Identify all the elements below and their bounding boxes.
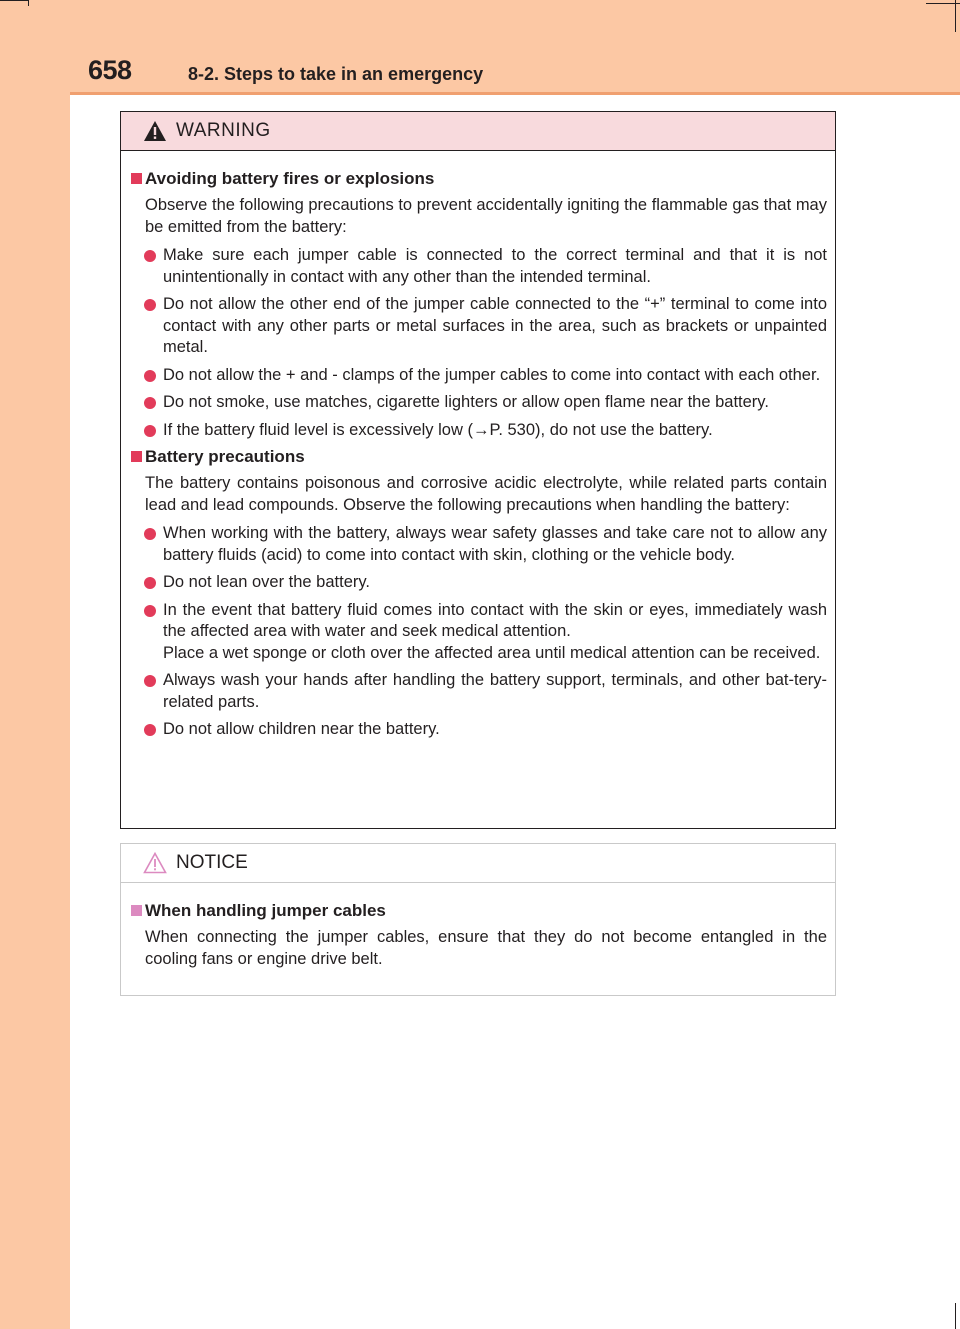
- circle-bullet-icon: [144, 370, 156, 382]
- crop-mark: [955, 1303, 956, 1329]
- list-item: [129, 365, 827, 387]
- circle-bullet-icon: [144, 528, 156, 540]
- warning-body: [121, 151, 835, 741]
- crop-mark: [28, 0, 29, 6]
- notice-text: When connecting the jumper cables, ensure that they do not become entangled in the cooling fans or engine drive belt.: [145, 928, 827, 968]
- list-item: [129, 420, 827, 442]
- warning-box: [120, 111, 836, 829]
- list-item-text: In the event that battery fluid comes into contact with the skin or eyes, immediately wash the affected area with water and seek medical attention.: [163, 600, 827, 640]
- notice-heading-text: When handling jumper cables: [145, 901, 386, 920]
- square-bullet-icon: [131, 173, 142, 184]
- circle-bullet-icon: [144, 299, 156, 311]
- section-title: 8-2. Steps to take in an emergency: [188, 64, 484, 84]
- list-item-text-continued: Place a wet sponge or cloth over the affected area until medical attention can be received.: [163, 643, 821, 662]
- side-strip: [0, 0, 70, 1329]
- caution-triangle-icon: [143, 852, 167, 874]
- list-item-text: Always wash your hands after handling the battery support, terminals, and other bat-tery-related parts.: [163, 671, 827, 711]
- list-item: [129, 392, 827, 414]
- list-item-text: Make sure each jumper cable is connected to the correct terminal and that it is not unintentionally in contact with any other than the intended terminal.: [163, 246, 827, 286]
- circle-bullet-icon: [144, 250, 156, 262]
- list-item-text: When working with the battery, always wear safety glasses and take care not to allow any battery fluids (acid) to come into contact with skin, clothing or the vehicle body.: [163, 524, 827, 564]
- circle-bullet-icon: [144, 425, 156, 437]
- circle-bullet-icon: [144, 724, 156, 736]
- warning-label: WARNING: [176, 120, 271, 141]
- section-heading-text: Avoiding battery fires or explosions: [145, 169, 435, 188]
- notice-box: [120, 843, 836, 996]
- list-item-text: Do not allow the + and - clamps of the jumper cables to come into contact with each other.: [163, 365, 821, 384]
- section-heading: [129, 447, 827, 467]
- warning-header: [121, 112, 835, 151]
- section-heading: [129, 169, 827, 189]
- crop-mark: [955, 0, 956, 32]
- list-item: [129, 600, 827, 665]
- notice-heading: [129, 901, 827, 921]
- notice-header: [121, 844, 835, 883]
- page-number: 658: [88, 55, 132, 85]
- list-item-text: If the battery fluid level is excessively low (→P. 530), do not use the battery.: [163, 420, 713, 439]
- list-item-text: Do not smoke, use matches, cigarette lighters or allow open flame near the battery.: [163, 393, 769, 411]
- list-item: [129, 294, 827, 359]
- circle-bullet-icon: [144, 577, 156, 589]
- list-item-text: Do not lean over the battery.: [163, 573, 370, 591]
- section-intro: The battery contains poisonous and corrosive acidic electrolyte, while related parts contain lead and lead compounds. Observe the following precautions when handling the battery:: [145, 474, 827, 514]
- section-heading-text: Battery precautions: [145, 447, 305, 466]
- notice-label: NOTICE: [176, 852, 248, 873]
- list-item-text: Do not allow children near the battery.: [163, 720, 440, 738]
- circle-bullet-icon: [144, 675, 156, 687]
- list-item-text: Do not allow the other end of the jumper cable connected to the “+” terminal to come into contact with any other parts or metal surfaces in the area, such as brackets or unpainted metal.: [163, 295, 827, 356]
- list-item: [129, 245, 827, 288]
- square-bullet-icon: [131, 451, 142, 462]
- list-item: [129, 572, 827, 594]
- warning-triangle-icon: [143, 120, 167, 142]
- notice-body: [121, 883, 835, 970]
- section-intro: Observe the following precautions to prevent accidentally igniting the flammable gas that may be emitted from the battery:: [145, 196, 827, 236]
- circle-bullet-icon: [144, 397, 156, 409]
- square-bullet-icon: [131, 905, 142, 916]
- circle-bullet-icon: [144, 605, 156, 617]
- list-item: [129, 719, 827, 741]
- list-item: [129, 670, 827, 713]
- list-item: [129, 523, 827, 566]
- header-rule: [70, 92, 960, 95]
- crop-mark: [0, 0, 28, 1]
